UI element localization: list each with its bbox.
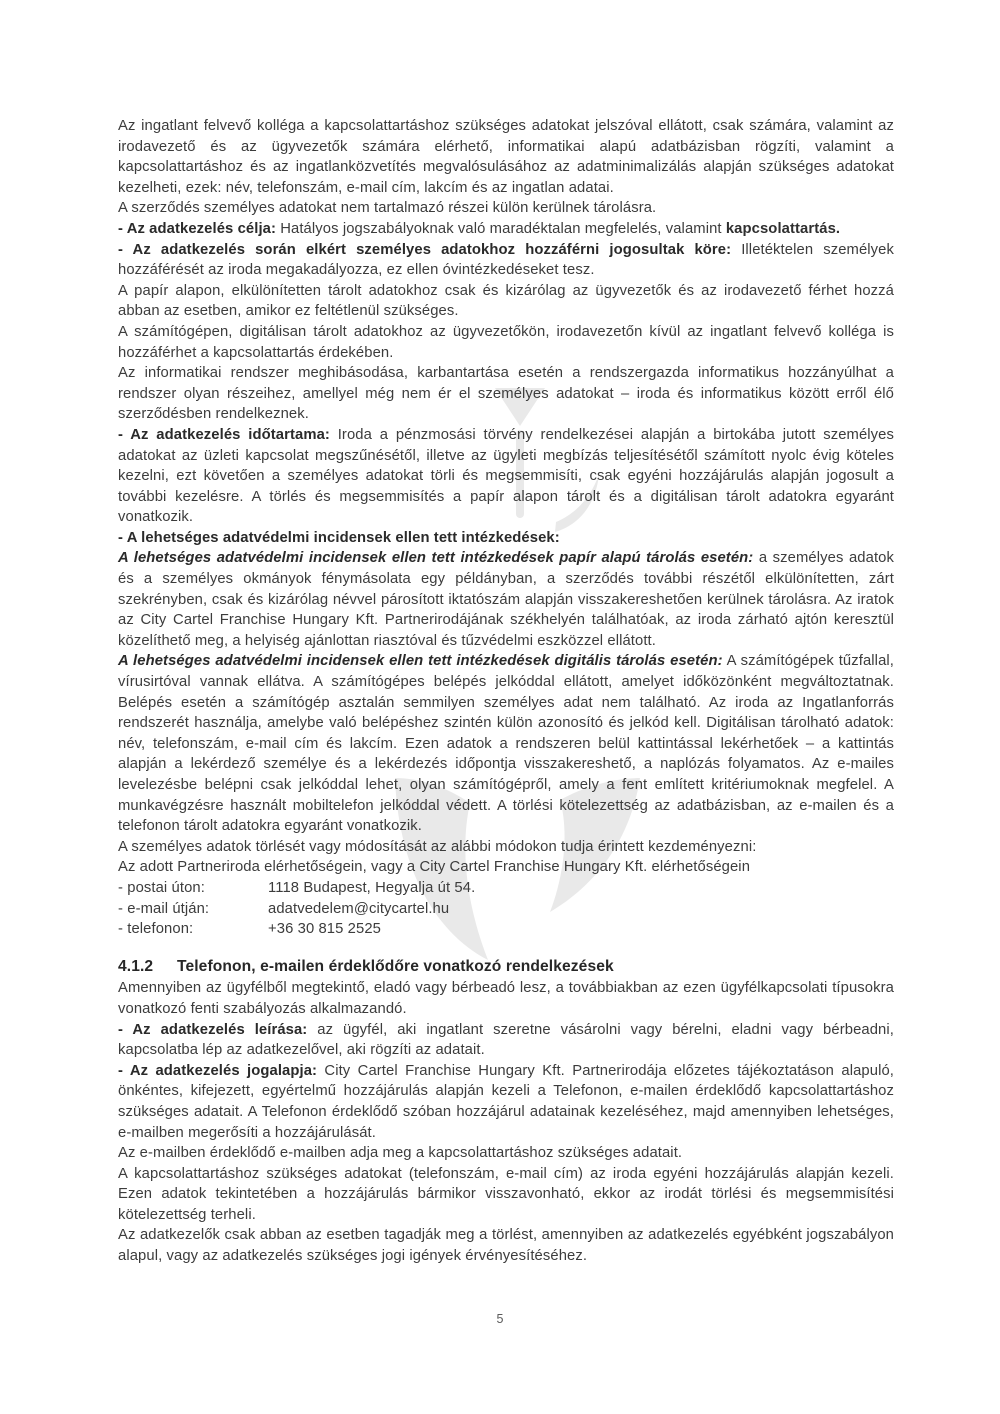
text-segment: A számítógépek tűzfallal, vírusirtóval vannak ellátva. A számítógépes belépés jelkóddal ellátott, amelyet időközönként megváltoztatnak. Belépés esetén a számítógép asztalán semmilyen személyes adat nem található. Az iroda az Ingatlanforrás rendszerét használja, amelybe való belépéshez szintén külön azonosító és jelkód kell. Digitálisan tárolható adatok: név, telefonszám, e-mail cím és lakcím. Ezen adatok a rendszeren belül kattintással lekérhetőek – a kattintás alapján a lekérdező személye és a lekérdezés időpontja visszakereshető, a naplózás folyamatos. Az e-mailes levelezésbe belépni csak jelkóddal lehet, olyan számítógépről, amely a fent említett kritériumoknak megfelel. A munkavégzésre használt mobiltelefon jelkóddal védett. A törlési kötelezettség az adatbázisban, az e-mailen és a telefonon tárolt adatokra egyaránt vonatkozik. [118,653,894,835]
text-segment: az ügyfél, aki ingatlant szeretne vásárolni vagy bérelni, eladni vagy bérbeadni, kapcsolatba lép az adatkezelővel, aki rögzíti az adatait. [118,1021,894,1059]
text-segment: - Az adatkezelés célja: [118,220,281,237]
section-number: 4.1.2 [118,957,154,975]
paragraph [118,281,894,322]
paragraph [118,837,894,858]
contact-label: - telefonon: [118,921,194,938]
paragraph [118,1061,894,1143]
text-segment: City Cartel Franchise Hungary Kft. Partnerirodája előzetes tájékoztatáson alapuló, önkéntes, kifejezett, egyértelmű hozzájárulás alapján kezeli a Telefonon, e-mailen érdeklődő kapcsolattartáshoz szükséges adatait. A Telefonon érdeklődő szóban hozzájárul adatainak kezeléséhez, majd amennyiben lehetséges, e-mailben megerősíti a hozzájárulását. [118,1062,894,1141]
text-segment: Illetéktelen személyek hozzáférését az iroda megakadályozza, ez ellen óvintézkedéseket tesz. [118,241,894,279]
paragraph [118,219,894,240]
page-number: 5 [496,1312,504,1326]
paragraph [118,548,894,651]
text-segment: Az informatikai rendszer meghibásodása, karbantartása esetén a rendszergazda informatikus hozzányúlhat a rendszer olyan részeihez, amellyel még nem ér el személyes adatokat – iroda és informatikus között erről élő szerződésben rendelkeznek. [118,365,894,423]
text-segment: A kapcsolattartáshoz szükséges adatokat (telefonszám, e-mail cím) az iroda egyéni hozzájárulás alapján kezeli. Ezen adatok tekintetében a hozzájárulás bármikor visszavonható, ekkor az irodát törlési és megsemmisítési kötelezettség terheli. [118,1165,894,1223]
text-segment: Az e-mailben érdeklődő e-mailben adja meg a kapcsolattartáshoz szükséges adatait. [118,1145,683,1162]
text-segment: A személyes adatok törlését vagy módosítását az alábbi módokon tudja érintett kezdeményezni: [118,838,757,855]
contact-row [118,878,894,899]
paragraph [118,528,894,549]
section-title: Telefonon, e-mailen érdeklődőre vonatkozó rendelkezések [177,957,614,975]
text-segment: kapcsolattartás. [725,220,841,237]
text-segment: A lehetséges adatvédelmi incidensek ellen tett intézkedések digitális tárolás esetén: [118,653,723,670]
paragraph [118,322,894,363]
contact-row [118,899,894,920]
contact-value: adatvedelem@citycartel.hu [268,900,450,917]
text-segment: Amennyiben az ügyfélből megtekintő, eladó vagy bérbeadó lesz, a továbbiakban az ezen ügyfélkapcsolati típusokra vonatkozó fenti szabályozás alkalmazandó. [118,980,894,1017]
text-segment: A lehetséges adatvédelmi incidensek ellen tett intézkedések papír alapú tárolás esetén: [118,550,754,567]
text-segment: Az adott Partneriroda elérhetőségein, vagy a City Cartel Franchise Hungary Kft. elérhetőségein [118,859,751,876]
paragraph [118,1143,894,1164]
text-segment: Iroda a pénzmosási törvény rendelkezései alapján a birtokába jutott személyes adatokat az üzleti kapcsolat megszűnésétől, illetve az ügyleti megbízás teljesítésétől számított nyolc évig köteles kezelni, ezt követően a személyes adatokat törli és megsemmisíti, csak egyéni hozzájárulás alapján jogosult a további kezelésre. A törlés és megsemmisítés a papír alapon tárolt és a digitálisan tárolt adatokra egyaránt vonatkozik. [118,426,895,526]
document-body [118,116,894,1267]
contact-label: - postai úton: [118,879,205,896]
text-segment: a személyes adatok és a személyes okmányok fénymásolata egy példányban, a szerződés további részétől elkülönítetten, zárt szekrényben, csak és kizárólag névvel párosított iktatószám alapján visszakereshetően kerülnek tárolásra. Az iratok az City Cartel Franchise Hungary Kft. Partnerirodájának székhelyén találhatóak, az iroda zárható ajtón keresztül közelíthető meg, a helyiség ajánlottan riasztóval és tűzvédelmi eszközzel ellátott. [118,550,894,649]
paragraph [118,116,894,198]
page-footer [0,1312,1000,1326]
contact-row [118,919,894,940]
section-heading [118,957,894,978]
text-segment: - A lehetséges adatvédelmi incidensek ellen tett intézkedések: [118,529,560,546]
paragraph [118,651,894,836]
text-segment: A szerződés személyes adatokat nem tartalmazó részei külön kerülnek tárolásra. [118,200,657,217]
paragraph [118,198,894,219]
paragraph [118,425,894,528]
paragraph [118,240,894,281]
contact-value: +36 30 815 2525 [268,921,381,938]
text-segment: - Az adatkezelés leírása: [118,1021,318,1038]
text-segment: Hatályos jogszabályoknak való maradéktalan megfelelés, valamint [280,220,726,237]
paragraph [118,978,894,1019]
text-segment: A számítógépen, digitálisan tárolt adatokhoz az ügyvezetőkön, irodavezetőn kívül az ingatlant felvevő kolléga is hozzáférhet a kapcsolattartás érdekében. [118,323,894,361]
paragraph [118,1164,894,1226]
contact-value: 1118 Budapest, Hegyalja út 54. [268,879,476,896]
text-segment: - Az adatkezelés jogalapja: [118,1062,325,1079]
text-segment: - Az adatkezelés időtartama: [118,426,338,443]
paragraph [118,857,894,878]
text-segment: Az ingatlant felvevő kolléga a kapcsolattartáshoz szükséges adatokat jelszóval ellátott, csak számára, valamint az irodavezető és az ügyvezetők számára elérhető, informatikai alapú adatbázisban rögzíti, valamint a kapcsolattartáshoz és az ingatlanközvetítés megvalósulásához az adatminimalizálás alapján szükséges adatokat kezelheti, ezek: név, telefonszám, e-mail cím, lakcím és az ingatlan adatai. [118,118,894,196]
text-segment: - Az adatkezelés során elkért személyes adatokhoz hozzáférni jogosultak köre: [118,241,742,258]
contact-label: - e-mail útján: [118,900,210,917]
text-segment: Az adatkezelők csak abban az esetben tagadják meg a törlést, amennyiben az adatkezelés egyébként jogszabályon alapul, vagy az adatkezelés szükséges jogi igények érvényesítéséhez. [118,1227,894,1265]
paragraph [118,1225,894,1266]
paragraph [118,363,894,425]
paragraph [118,1020,894,1061]
text-segment: A papír alapon, elkülönítetten tárolt adatokhoz csak és kizárólag az ügyvezetők és az irodavezető férhet hozzá abban az esetben, amikor ez feltétlenül szükséges. [118,282,894,320]
